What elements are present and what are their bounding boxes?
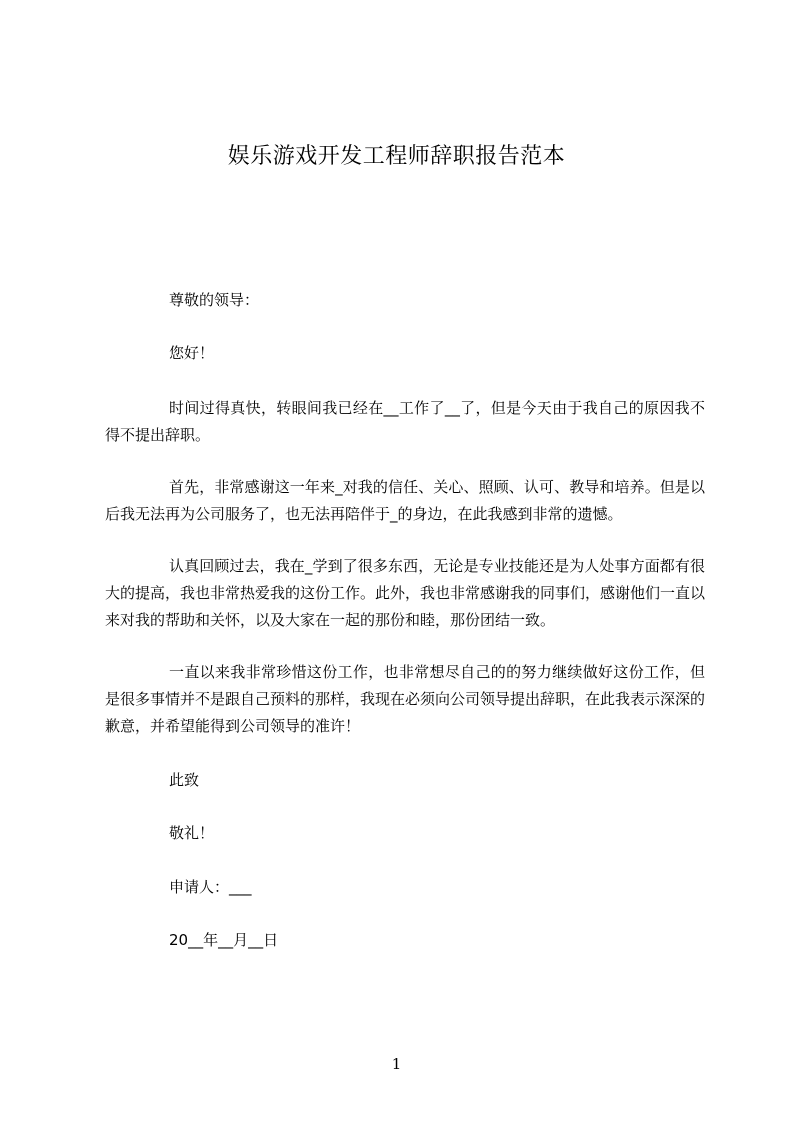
paragraph-4: 一直以来我非常珍惜这份工作，也非常想尽自己的的努力继续做好这份工作，但是很多事情并不是跟自己预料的那样，我现在必须向公司领导提出辞职，在此我表示深深的歉意，并希望能得到公司领导的准许！ [105, 663, 706, 735]
paragraph-2: 首先，非常感谢这一年来_对我的信任、关心、照顾、认可、教导和培养。但是以后我无法再为公司服务了，也无法再陪伴于_的身边，在此我感到非常的遗憾。 [105, 478, 705, 523]
document-title: 娱乐游戏开发工程师辞职报告范本 [227, 144, 566, 169]
applicant-line: 申请人：___ [169, 878, 252, 896]
salutation: 尊敬的领导： [169, 291, 260, 309]
paragraph-3: 认真回顾过去，我在_学到了很多东西，无论是专业技能还是为人处事方面都有很大的提高，我也非常热爱我的这份工作。此外，我也非常感谢我的同事们，感谢他们一直以来对我的帮助和关怀，以及大家在一起的那份和睦，那份团结一致。 [105, 557, 706, 629]
greeting: 您好！ [169, 344, 215, 362]
closing-line-2: 敬礼！ [169, 824, 215, 842]
date-line: 20__年__月__日 [169, 931, 279, 949]
page-number: 1 [391, 1055, 402, 1073]
paragraph-1: 时间过得真快，转眼间我已经在__工作了__了，但是今天由于我自己的原因我不得不提出辞职。 [105, 399, 705, 444]
closing-line-1: 此致 [169, 771, 200, 789]
